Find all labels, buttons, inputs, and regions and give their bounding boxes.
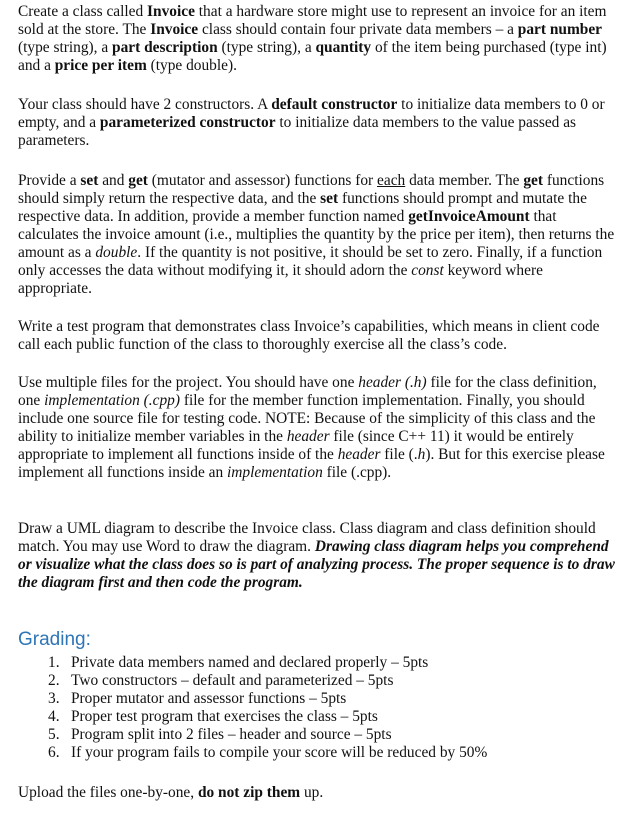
upload-instructions: Upload the files one-by-one, do not zip them up. <box>18 784 324 801</box>
paragraph-test-program: Write a test program that demonstrates class Invoice’s capabilities, which means in client code call each public function of the class to thoroughly exercise all the class’s code. <box>18 318 600 353</box>
paragraph-invoice-class: Create a class called Invoice that a hardware store might use to represent an invoice for an item sold at the store. The Invoice class should contain four private data members – a part number (type string), a part description (type string), a quantity of the item being purchased (type int) and a price per item (type double). <box>18 3 607 74</box>
paragraph-constructors: Your class should have 2 constructors. A default constructor to initialize data members to 0 or empty, and a parameterized constructor to initialize data members to the value passed as parameters. <box>18 96 605 149</box>
grading-item: 5. Program split into 2 files – header and source – 5pts <box>48 726 392 743</box>
grading-item: 4. Proper test program that exercises the class – 5pts <box>48 708 378 725</box>
grading-heading: Grading: <box>18 629 91 650</box>
grading-item: 2. Two constructors – default and parameterized – 5pts <box>48 672 394 689</box>
grading-item: 3. Proper mutator and assessor functions – 5pts <box>48 690 347 707</box>
grading-item: 6. If your program fails to compile your score will be reduced by 50% <box>48 744 488 761</box>
grading-item: 1. Private data members named and declared properly – 5pts <box>48 654 429 671</box>
paragraph-set-get: Provide a set and get (mutator and assessor) functions for each data member. The get functions should simply return the respective data, and the set functions should prompt and mutate the respective data. In addition, provide a member function named getInvoiceAmount that calculates the invoice amount (i.e., multiplies the quantity by the price per item), then returns the amount as a double. If the quantity is not positive, it should be set to zero. Finally, if a function only accesses the data without modifying it, it should adorn the const keyword where appropriate. <box>18 172 615 297</box>
paragraph-multiple-files: Use multiple files for the project. You should have one header (.h) file for the class definition, one implementation (.cpp) file for the member function implementation. Finally, you should include one source file for testing code. NOTE: Because of the simplicity of this class and the ability to initialize member variables in the header file (since C++ 11) it would be entirely appropriate to implement all functions inside of the header file (.h). But for this exercise please implement all functions inside an implementation file (.cpp). <box>18 374 605 481</box>
grading-list <box>18 654 487 762</box>
paragraph-uml-diagram: Draw a UML diagram to describe the Invoice class. Class diagram and class definition should match. You may use Word to draw the diagram. Drawing class diagram helps you comprehend or visualize what the class does so is part of analyzing process. The proper sequence is to draw the diagram first and then code the program. <box>18 520 615 591</box>
